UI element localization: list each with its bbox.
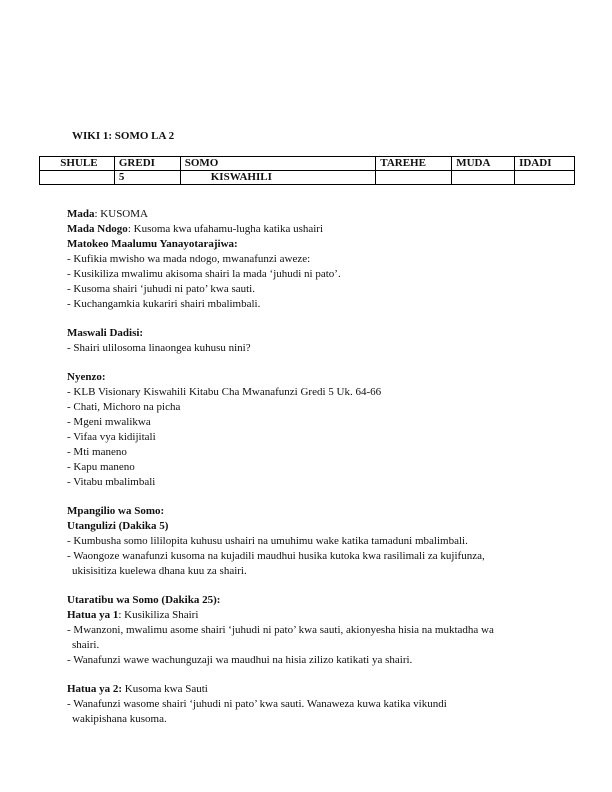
section-heading: Nyenzo: <box>67 371 106 383</box>
list-item: - Wanafunzi wawe wachunguzaji wa maudhui na hisia zilizo katikati ya shairi. <box>67 654 413 666</box>
list-item: - Kumbusha somo lililopita kuhusu ushairi na umuhimu wake katika tamaduni mbalimbali. <box>67 535 468 547</box>
list-item: - Vifaa vya kidijitali <box>67 431 156 443</box>
list-item: - Kufikia mwisho wa mada ndogo, mwanafunzi aweze: <box>67 253 311 265</box>
page-title: WIKI 1: SOMO LA 2 <box>72 130 175 142</box>
list-item-continuation: wakipishana kusoma. <box>72 713 167 725</box>
list-item: - Kusoma shairi ‘juhudi ni pato’ kwa sauti. <box>67 283 255 295</box>
header-idadi: IDADI <box>515 157 575 171</box>
cell-shule <box>40 171 115 185</box>
list-item: - Waongoze wanafunzi kusoma na kujadili maudhui husika kutoka kwa rasilimali za kujifunza, <box>67 550 485 562</box>
list-item: - Vitabu mbalimbali <box>67 476 156 488</box>
mada-label: Mada <box>67 208 95 220</box>
lesson-info-table <box>39 156 575 185</box>
table-row <box>40 171 575 185</box>
list-item: - Kusikiliza mwalimu akisoma shairi la mada ‘juhudi ni pato’. <box>67 268 341 280</box>
step-1-title: : Kusikiliza Shairi <box>118 609 199 621</box>
mada-ndogo-line <box>67 222 547 237</box>
table-header-row <box>40 157 575 171</box>
list-item: - Shairi ulilosoma linaongea kuhusu nini? <box>67 342 251 354</box>
list-item: - Kapu maneno <box>67 461 135 473</box>
step-1-line <box>67 608 547 623</box>
header-tarehe: TAREHE <box>376 157 452 171</box>
header-shule: SHULE <box>40 157 115 171</box>
step-2-title: Kusoma kwa Sauti <box>122 683 208 695</box>
list-item: - Chati, Michoro na picha <box>67 401 181 413</box>
list-item-continuation: shairi. <box>72 639 100 651</box>
section-heading: Mpangilio wa Somo: <box>67 505 165 517</box>
cell-somo: KISWAHILI <box>180 171 376 185</box>
list-item: - Wanafunzi wasome shairi ‘juhudi ni pato’ kwa sauti. Wanaweza kuwa katika vikundi <box>67 698 447 710</box>
list-item: - Mwanzoni, mwalimu asome shairi ‘juhudi ni pato’ kwa sauti, akionyesha hisia na muktadha wa <box>67 624 494 636</box>
header-somo: SOMO <box>180 157 376 171</box>
section-subheading: Utangulizi (Dakika 5) <box>67 520 169 532</box>
cell-idadi <box>515 171 575 185</box>
section-heading: Utaratibu wa Somo (Dakika 25): <box>67 594 221 606</box>
list-item: - Kuchangamkia kukariri shairi mbalimbali. <box>67 298 261 310</box>
step-2-label: Hatua ya 2: <box>67 683 122 695</box>
step-2-line <box>67 682 547 697</box>
cell-muda <box>452 171 515 185</box>
section-heading: Maswali Dadisi: <box>67 327 144 339</box>
section-heading: Matokeo Maalumu Yanayotarajiwa: <box>67 238 238 250</box>
step-1-label: Hatua ya 1 <box>67 609 119 621</box>
list-item-continuation: ukisisitiza kuelewa dhana kuu za shairi. <box>72 565 247 577</box>
mada-ndogo-label: Mada Ndogo <box>67 223 128 235</box>
cell-tarehe <box>376 171 452 185</box>
lesson-content <box>67 207 547 727</box>
header-gredi: GREDI <box>114 157 180 171</box>
list-item: - Mti maneno <box>67 446 127 458</box>
list-item: - Mgeni mwalikwa <box>67 416 151 428</box>
mada-value: : KUSOMA <box>94 208 148 220</box>
list-item: - KLB Visionary Kiswahili Kitabu Cha Mwanafunzi Gredi 5 Uk. 64-66 <box>67 386 382 398</box>
mada-line <box>67 207 547 222</box>
mada-ndogo-value: : Kusoma kwa ufahamu-lugha katika ushairi <box>127 223 324 235</box>
cell-gredi: 5 <box>114 171 180 185</box>
header-muda: MUDA <box>452 157 515 171</box>
